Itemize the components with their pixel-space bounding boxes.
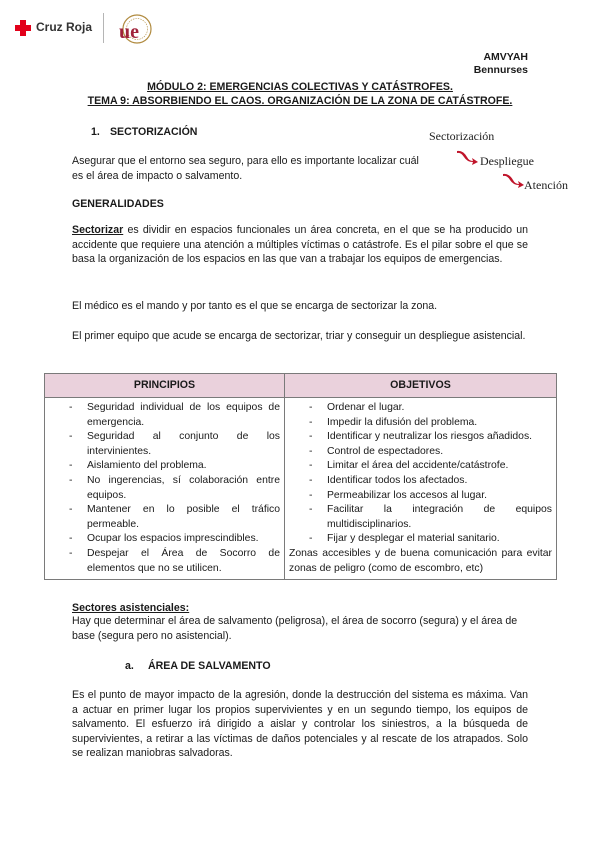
column-header-principios: PRINCIPIOS xyxy=(45,374,285,398)
generalidades-paragraph-1 xyxy=(72,223,528,267)
subsection-heading xyxy=(125,659,271,674)
list-item: - Aislamiento del problema. xyxy=(49,459,280,474)
org-name: Cruz Roja xyxy=(36,20,93,34)
subsection-letter: a. xyxy=(125,660,134,672)
module-title: MÓDULO 2: EMERGENCIAS COLECTIVAS Y CATÁSTROFES. xyxy=(147,81,453,93)
term-definition: es dividir en espacios funcionales un área concreta, en el que se ha producido un accidente que requiere una atención a múltiples víctimas o catástrofe. Es el pilar sobre el que se basa la organización de los espacios en las que van a trabajar los equipos de emergencias. xyxy=(72,224,528,266)
header-divider xyxy=(103,13,104,43)
list-item: - Seguridad individual de los equipos de emergencia. xyxy=(49,401,280,430)
objetivos-note: Zonas accesibles y de buena comunicación para evitar zonas de peligro (como de escombro, etc) xyxy=(289,547,552,574)
generalidades-heading: GENERALIDADES xyxy=(72,198,164,210)
sectores-text: Hay que determinar el área de salvamento (peligrosa), el área de socorro (segura) y el área de base (segura pero no asistencial). xyxy=(72,615,518,642)
list-item: - Ocupar los espacios imprescindibles. xyxy=(49,532,280,547)
column-header-objetivos: OBJETIVOS xyxy=(285,374,557,398)
author-handle: Bennurses xyxy=(473,64,528,76)
list-item: - Permeabilizar los accesos al lugar. xyxy=(289,489,552,504)
list-item: - Seguridad al conjunto de los intervinientes. xyxy=(49,430,280,459)
flow-step-sectorizacion: Sectorización xyxy=(429,129,495,143)
subsection-title: ÁREA DE SALVAMENTO xyxy=(147,660,271,672)
flow-step-atencion: Atención xyxy=(524,178,568,192)
principios-cell xyxy=(45,398,285,580)
topic-title: TEMA 9: ABSORBIENDO EL CAOS. ORGANIZACIÓN DE LA ZONA DE CATÁSTROFE. xyxy=(87,95,513,107)
list-item: - Despejar el Área de Socorro de elementos que no se utilicen. xyxy=(49,547,280,576)
sectorization-flow-diagram xyxy=(425,127,585,197)
generalidades-paragraph-2: El médico es el mando y por tanto es el que se encarga de sectorizar la zona. xyxy=(72,300,438,312)
list-item: - No ingerencias, sí colaboración entre equipos. xyxy=(49,474,280,503)
university-seal-icon xyxy=(116,12,152,46)
sectores-heading: Sectores asistenciales: xyxy=(72,602,190,614)
principles-objectives-table xyxy=(44,373,557,580)
flow-arrow-2 xyxy=(503,174,524,188)
objetivos-cell xyxy=(285,398,557,580)
flow-arrow-1 xyxy=(457,151,478,165)
list-item: - Identificar y neutralizar los riesgos añadidos. xyxy=(289,430,552,445)
section-heading xyxy=(91,125,197,140)
flow-step-despliegue: Despliegue xyxy=(480,154,534,168)
list-item: - Ordenar el lugar. xyxy=(289,401,552,416)
objetivos-list xyxy=(289,401,552,547)
generalidades-paragraph-3: El primer equipo que acude se encarga de sectorizar, triar y conseguir un despliegue asistencial. xyxy=(72,330,526,342)
seal-lettering: ue xyxy=(119,21,139,43)
list-item: - Facilitar la integración de equipos multidisciplinarios. xyxy=(289,503,552,532)
section-intro: Asegurar que el entorno sea seguro, para ello es importante localizar cuál es el área de impacto o salvamento. xyxy=(72,155,419,182)
list-item: - Control de espectadores. xyxy=(289,445,552,460)
area-salvamento-text: Es el punto de mayor impacto de la agresión, donde la destrucción del sistema es máxima. Van a actuar en primer lugar los propios supervivientes y en un segundo tiempo, los equipos de salvamento. El esfuerzo irá dirigido a aislar y controlar los siniestros, a la búsqueda de supervivientes, a retirar a las víctimas de daños potenciales y al rescate de los atrapados. Solo se realizan maniobras salvadoras. xyxy=(72,689,528,760)
section-title: SECTORIZACIÓN xyxy=(109,126,198,138)
term-sectorizar: Sectorizar xyxy=(72,224,124,236)
list-item: - Identificar todos los afectados. xyxy=(289,474,552,489)
section-number: 1. xyxy=(91,126,100,138)
author-name: AMVYAH xyxy=(483,51,528,63)
list-item: - Mantener en lo posible el tráfico permeable. xyxy=(49,503,280,532)
list-item: - Limitar el área del accidente/catástrofe. xyxy=(289,459,552,474)
principios-list xyxy=(49,401,280,576)
list-item: - Impedir la difusión del problema. xyxy=(289,416,552,431)
list-item: - Fijar y desplegar el material sanitario. xyxy=(289,532,552,547)
red-cross-icon xyxy=(15,20,31,36)
